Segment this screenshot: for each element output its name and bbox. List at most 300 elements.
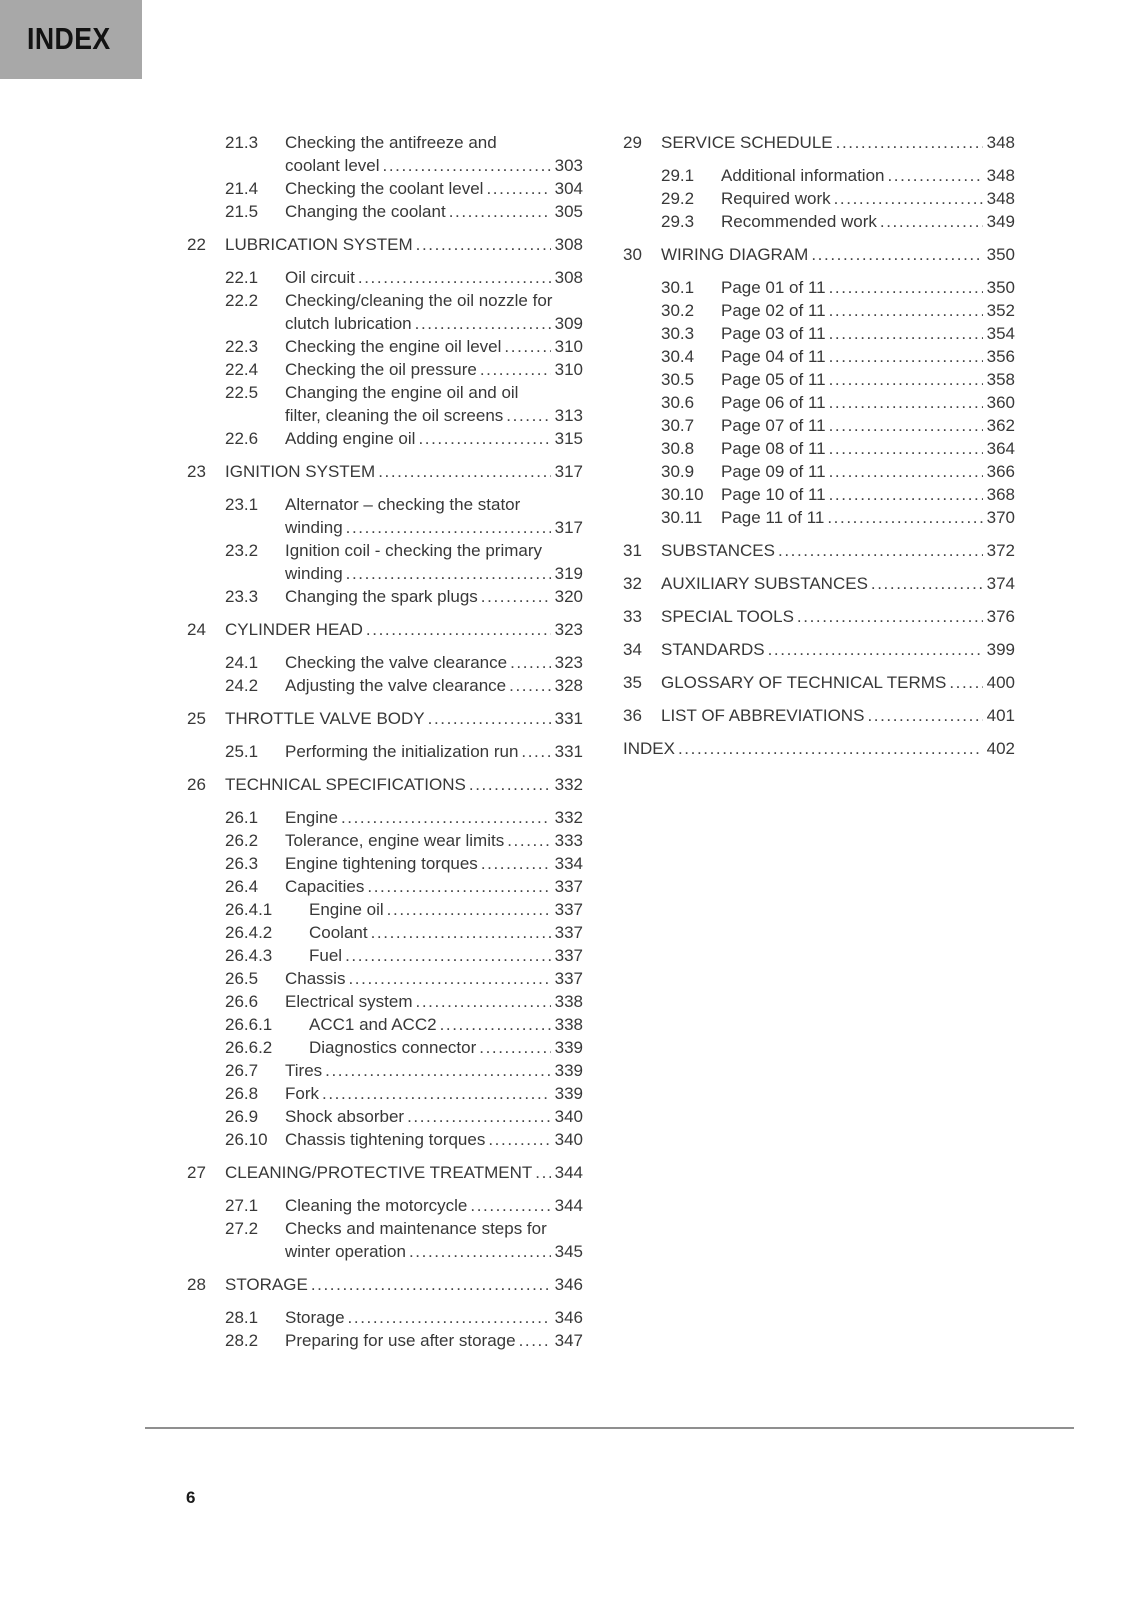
entry-number: 29.3 bbox=[661, 212, 695, 231]
entry-number: 26.1 bbox=[225, 808, 259, 827]
entry-last-line bbox=[285, 427, 583, 450]
entry-content bbox=[225, 707, 583, 730]
entry-last-line bbox=[285, 358, 583, 381]
toc-entry bbox=[187, 806, 583, 829]
entry-content bbox=[285, 289, 583, 335]
entry-last-line bbox=[721, 164, 1015, 187]
entry-content bbox=[285, 335, 583, 358]
entry-content bbox=[721, 483, 1015, 506]
entry-content bbox=[721, 414, 1015, 437]
entry-title: Fork bbox=[285, 1084, 319, 1103]
entry-page: 372 bbox=[986, 541, 1015, 560]
dot-leader bbox=[827, 506, 982, 529]
entry-page: 323 bbox=[554, 620, 583, 639]
toc-entry bbox=[187, 131, 583, 177]
dot-leader bbox=[507, 829, 550, 852]
entry-content bbox=[285, 1194, 583, 1217]
dot-leader bbox=[829, 483, 983, 506]
entry-title: ACC1 and ACC2 bbox=[309, 1015, 437, 1034]
entry-page: 305 bbox=[554, 202, 583, 221]
entry-page: 350 bbox=[986, 245, 1015, 264]
entry-last-line bbox=[721, 414, 1015, 437]
entry-content bbox=[285, 358, 583, 381]
toc-entry bbox=[623, 299, 1015, 322]
entry-title: Fuel bbox=[309, 946, 343, 965]
entry-number: 21.5 bbox=[225, 202, 259, 221]
entry-page: 358 bbox=[986, 370, 1015, 389]
toc-entry bbox=[187, 1306, 583, 1329]
entry-content bbox=[661, 605, 1015, 628]
dot-leader bbox=[829, 276, 983, 299]
entry-last-line bbox=[285, 1240, 583, 1263]
entry-page: 401 bbox=[986, 706, 1015, 725]
entry-title: Required work bbox=[721, 189, 831, 208]
entry-title: Engine bbox=[285, 808, 338, 827]
dot-leader bbox=[811, 243, 982, 266]
entry-number: 27.2 bbox=[225, 1219, 259, 1238]
entry-number: 26.2 bbox=[225, 831, 259, 850]
toc-entry bbox=[187, 493, 583, 539]
entry-title: CYLINDER HEAD bbox=[225, 620, 363, 639]
dot-leader bbox=[367, 875, 550, 898]
entry-page: 347 bbox=[554, 1331, 583, 1350]
entry-number: 27 bbox=[187, 1163, 206, 1182]
dot-leader bbox=[521, 740, 550, 763]
entry-content bbox=[225, 233, 583, 256]
entry-title: INDEX bbox=[623, 739, 675, 758]
entry-content bbox=[721, 276, 1015, 299]
entry-title: STORAGE bbox=[225, 1275, 308, 1294]
entry-page: 320 bbox=[554, 587, 583, 606]
entry-title-line: Alternator – checking the stator bbox=[285, 495, 521, 514]
entry-title: Page 08 of 11 bbox=[721, 439, 826, 458]
entry-number: 23.2 bbox=[225, 541, 259, 560]
dot-leader bbox=[778, 539, 983, 562]
entry-page: 303 bbox=[554, 156, 583, 175]
entry-last-line bbox=[285, 585, 583, 608]
entry-number: 23 bbox=[187, 462, 206, 481]
entry-content bbox=[285, 1128, 583, 1151]
toc-section bbox=[623, 605, 1015, 628]
entry-number: 22.2 bbox=[225, 291, 259, 310]
entry-content bbox=[285, 427, 583, 450]
entry-content bbox=[309, 1036, 583, 1059]
dot-leader bbox=[829, 368, 983, 391]
entry-last-line bbox=[661, 539, 1015, 562]
toc-entry bbox=[623, 460, 1015, 483]
dot-leader bbox=[509, 674, 550, 697]
entry-title: winter operation bbox=[285, 1242, 406, 1261]
entry-number: 31 bbox=[623, 541, 642, 560]
entry-title: SPECIAL TOOLS bbox=[661, 607, 794, 626]
entry-page: 310 bbox=[554, 360, 583, 379]
entry-content bbox=[285, 200, 583, 223]
entry-number: 30.9 bbox=[661, 462, 695, 481]
entry-page: 332 bbox=[554, 808, 583, 827]
entry-last-line bbox=[309, 944, 583, 967]
dot-leader bbox=[311, 1273, 551, 1296]
entry-content bbox=[285, 266, 583, 289]
entry-last-line bbox=[225, 460, 583, 483]
entry-page: 337 bbox=[554, 969, 583, 988]
entry-content bbox=[285, 381, 583, 427]
entry-last-line bbox=[285, 674, 583, 697]
toc-entry bbox=[187, 358, 583, 381]
dot-leader bbox=[678, 737, 983, 760]
entry-title: IGNITION SYSTEM bbox=[225, 462, 376, 481]
entry-number: 23.1 bbox=[225, 495, 259, 514]
entry-content bbox=[285, 1306, 583, 1329]
entry-page: 374 bbox=[986, 574, 1015, 593]
entry-title: Chassis bbox=[285, 969, 346, 988]
entry-last-line bbox=[721, 299, 1015, 322]
entry-last-line bbox=[285, 651, 583, 674]
entry-title: SERVICE SCHEDULE bbox=[661, 133, 833, 152]
entry-page: 400 bbox=[986, 673, 1015, 692]
toc-entry bbox=[623, 368, 1015, 391]
toc-column-right bbox=[623, 131, 1015, 770]
toc-entry bbox=[187, 967, 583, 990]
entry-page: 331 bbox=[554, 742, 583, 761]
entry-content bbox=[661, 704, 1015, 727]
entry-page: 333 bbox=[554, 831, 583, 850]
entry-page: 345 bbox=[554, 1242, 583, 1261]
dot-leader bbox=[348, 1306, 551, 1329]
dot-leader bbox=[880, 210, 983, 233]
toc-entry bbox=[623, 483, 1015, 506]
entry-content bbox=[661, 572, 1015, 595]
entry-content bbox=[285, 990, 583, 1013]
entry-title-line: Changing the engine oil and oil bbox=[285, 383, 519, 402]
toc-entry bbox=[623, 210, 1015, 233]
entry-title: Page 04 of 11 bbox=[721, 347, 826, 366]
entry-page: 308 bbox=[554, 235, 583, 254]
entry-title: Tires bbox=[285, 1061, 323, 1080]
entry-number: 26.4.3 bbox=[225, 946, 273, 965]
entry-page: 346 bbox=[554, 1275, 583, 1294]
entry-last-line bbox=[309, 898, 583, 921]
entry-content bbox=[285, 131, 583, 177]
entry-page: 360 bbox=[986, 393, 1015, 412]
entry-content bbox=[285, 1105, 583, 1128]
entry-number: 26.6 bbox=[225, 992, 259, 1011]
toc-section bbox=[187, 233, 583, 256]
entry-number: 22.1 bbox=[225, 268, 259, 287]
dot-leader bbox=[383, 154, 551, 177]
entry-content bbox=[721, 368, 1015, 391]
entry-content bbox=[225, 460, 583, 483]
entry-number: 30.4 bbox=[661, 347, 695, 366]
entry-page: 339 bbox=[554, 1061, 583, 1080]
entry-number: 28.1 bbox=[225, 1308, 259, 1327]
entry-title: Recommended work bbox=[721, 212, 877, 231]
entry-page: 323 bbox=[554, 653, 583, 672]
entry-title: Page 09 of 11 bbox=[721, 462, 826, 481]
dot-leader bbox=[387, 898, 551, 921]
entry-title: CLEANING/PROTECTIVE TREATMENT bbox=[225, 1163, 533, 1182]
toc-section bbox=[623, 131, 1015, 154]
toc-entry bbox=[623, 322, 1015, 345]
toc-entry bbox=[187, 289, 583, 335]
entry-page: 346 bbox=[554, 1308, 583, 1327]
dot-leader bbox=[348, 967, 550, 990]
entry-content bbox=[285, 539, 583, 585]
entry-last-line bbox=[285, 404, 583, 427]
dot-leader bbox=[829, 322, 983, 345]
toc-section bbox=[623, 704, 1015, 727]
entry-title: Capacities bbox=[285, 877, 365, 896]
entry-title: Additional information bbox=[721, 166, 885, 185]
entry-page: 317 bbox=[554, 518, 583, 537]
entry-content bbox=[721, 299, 1015, 322]
entry-page: 340 bbox=[554, 1130, 583, 1149]
entry-title-line: Checking the antifreeze and bbox=[285, 133, 497, 152]
toc-entry bbox=[187, 990, 583, 1013]
entry-content bbox=[285, 177, 583, 200]
entry-page: 348 bbox=[986, 189, 1015, 208]
dot-leader bbox=[409, 1240, 551, 1263]
index-tab bbox=[0, 0, 142, 79]
entry-page: 308 bbox=[554, 268, 583, 287]
entry-title: Checking the coolant level bbox=[285, 179, 484, 198]
dot-leader bbox=[887, 164, 982, 187]
entry-title: TECHNICAL SPECIFICATIONS bbox=[225, 775, 466, 794]
entry-content bbox=[225, 773, 583, 796]
entry-number: 27.1 bbox=[225, 1196, 259, 1215]
dot-leader bbox=[371, 921, 551, 944]
toc-entry bbox=[187, 1082, 583, 1105]
entry-last-line bbox=[285, 154, 583, 177]
entry-page: 332 bbox=[554, 775, 583, 794]
entry-last-line bbox=[661, 131, 1015, 154]
entry-number: 26.7 bbox=[225, 1061, 259, 1080]
dot-leader bbox=[479, 1036, 550, 1059]
dot-leader bbox=[470, 1194, 550, 1217]
entry-page: 337 bbox=[554, 946, 583, 965]
entry-number: 28.2 bbox=[225, 1331, 259, 1350]
entry-content bbox=[721, 164, 1015, 187]
entry-last-line bbox=[285, 1194, 583, 1217]
entry-last-line bbox=[309, 1036, 583, 1059]
entry-title: Checking the valve clearance bbox=[285, 653, 508, 672]
entry-last-line bbox=[285, 852, 583, 875]
dot-leader bbox=[415, 312, 551, 335]
entry-content bbox=[661, 131, 1015, 154]
toc-entry bbox=[187, 1059, 583, 1082]
dot-leader bbox=[480, 358, 551, 381]
toc-entry bbox=[623, 345, 1015, 368]
entry-number: 30.11 bbox=[661, 508, 703, 527]
entry-page: 362 bbox=[986, 416, 1015, 435]
entry-number: 26.5 bbox=[225, 969, 259, 988]
entry-last-line bbox=[225, 707, 583, 730]
dot-leader bbox=[481, 852, 551, 875]
entry-number: 26.9 bbox=[225, 1107, 259, 1126]
entry-content bbox=[285, 493, 583, 539]
toc-entry bbox=[187, 740, 583, 763]
entry-number: 25.1 bbox=[225, 742, 259, 761]
toc-entry bbox=[623, 506, 1015, 529]
dot-leader bbox=[407, 1105, 551, 1128]
entry-number: 30.10 bbox=[661, 485, 704, 504]
entry-last-line bbox=[285, 312, 583, 335]
entry-last-line bbox=[309, 921, 583, 944]
entry-number: 22.5 bbox=[225, 383, 259, 402]
entry-last-line bbox=[661, 243, 1015, 266]
dot-leader bbox=[469, 773, 551, 796]
toc-section bbox=[187, 773, 583, 796]
entry-title: Preparing for use after storage bbox=[285, 1331, 516, 1350]
entry-number: 26.8 bbox=[225, 1084, 259, 1103]
entry-title: Performing the initialization run bbox=[285, 742, 519, 761]
dot-leader bbox=[325, 1059, 550, 1082]
dot-leader bbox=[440, 1013, 551, 1036]
dot-leader bbox=[510, 651, 551, 674]
entry-last-line bbox=[721, 437, 1015, 460]
entry-number: 22.3 bbox=[225, 337, 259, 356]
entry-last-line bbox=[721, 276, 1015, 299]
toc-section bbox=[187, 707, 583, 730]
page-title: INDEX bbox=[27, 21, 111, 56]
entry-content bbox=[285, 674, 583, 697]
entry-last-line bbox=[721, 187, 1015, 210]
entry-last-line bbox=[661, 638, 1015, 661]
entry-content bbox=[285, 1059, 583, 1082]
entry-number: 25 bbox=[187, 709, 206, 728]
entry-title: winding bbox=[285, 564, 343, 583]
entry-page: 338 bbox=[554, 1015, 583, 1034]
dot-leader bbox=[797, 605, 983, 628]
toc-section bbox=[187, 460, 583, 483]
entry-last-line bbox=[661, 605, 1015, 628]
entry-page: 344 bbox=[554, 1163, 583, 1182]
toc-entry bbox=[187, 1329, 583, 1352]
entry-last-line bbox=[661, 671, 1015, 694]
entry-number: 24.1 bbox=[225, 653, 259, 672]
entry-last-line bbox=[721, 460, 1015, 483]
toc-entry bbox=[187, 944, 583, 967]
entry-last-line bbox=[225, 233, 583, 256]
toc-entry bbox=[187, 585, 583, 608]
entry-number: 35 bbox=[623, 673, 642, 692]
entry-content bbox=[309, 944, 583, 967]
entry-content bbox=[285, 806, 583, 829]
entry-number: 26.4 bbox=[225, 877, 259, 896]
entry-number: 30.3 bbox=[661, 324, 695, 343]
entry-title: LIST OF ABBREVIATIONS bbox=[661, 706, 865, 725]
entry-last-line bbox=[225, 618, 583, 641]
entry-page: 364 bbox=[986, 439, 1015, 458]
entry-title-line: Checking/cleaning the oil nozzle for bbox=[285, 291, 553, 310]
entry-last-line bbox=[285, 967, 583, 990]
entry-page: 315 bbox=[554, 429, 583, 448]
entry-last-line bbox=[285, 1105, 583, 1128]
toc-entry bbox=[187, 1217, 583, 1263]
entry-title: Page 03 of 11 bbox=[721, 324, 826, 343]
entry-page: 331 bbox=[554, 709, 583, 728]
entry-last-line bbox=[285, 990, 583, 1013]
entry-page: 340 bbox=[554, 1107, 583, 1126]
entry-number: 24 bbox=[187, 620, 206, 639]
entry-last-line bbox=[285, 1128, 583, 1151]
entry-last-line bbox=[285, 335, 583, 358]
dot-leader bbox=[366, 618, 551, 641]
entry-last-line bbox=[285, 806, 583, 829]
entry-content bbox=[309, 898, 583, 921]
entry-content bbox=[285, 967, 583, 990]
dot-leader bbox=[829, 345, 983, 368]
entry-title: Page 01 of 11 bbox=[721, 278, 826, 297]
toc-section bbox=[187, 1273, 583, 1296]
dot-leader bbox=[535, 1161, 550, 1184]
entry-content bbox=[721, 322, 1015, 345]
dot-leader bbox=[829, 299, 983, 322]
entry-content bbox=[285, 740, 583, 763]
entry-title-line: Ignition coil - checking the primary bbox=[285, 541, 543, 560]
entry-page: 337 bbox=[554, 900, 583, 919]
toc-section bbox=[187, 618, 583, 641]
entry-number: 22.6 bbox=[225, 429, 259, 448]
entry-title: Page 06 of 11 bbox=[721, 393, 826, 412]
dot-leader bbox=[358, 266, 551, 289]
entry-number: 26.4.1 bbox=[225, 900, 273, 919]
entry-content bbox=[285, 585, 583, 608]
toc-entry bbox=[187, 1013, 583, 1036]
dot-leader bbox=[486, 177, 550, 200]
entry-title: GLOSSARY OF TECHNICAL TERMS bbox=[661, 673, 947, 692]
dot-leader bbox=[829, 391, 983, 414]
toc-entry bbox=[187, 852, 583, 875]
toc-entry bbox=[187, 898, 583, 921]
entry-page: 376 bbox=[986, 607, 1015, 626]
toc-entry bbox=[187, 539, 583, 585]
entry-page: 348 bbox=[986, 133, 1015, 152]
entry-number: 30.8 bbox=[661, 439, 695, 458]
entry-last-line bbox=[285, 562, 583, 585]
toc-entry bbox=[187, 1194, 583, 1217]
toc-entry bbox=[187, 829, 583, 852]
toc-entry bbox=[187, 921, 583, 944]
entry-content bbox=[285, 852, 583, 875]
dot-leader bbox=[341, 806, 551, 829]
entry-content bbox=[309, 921, 583, 944]
toc-entry bbox=[623, 276, 1015, 299]
entry-title: STANDARDS bbox=[661, 640, 765, 659]
entry-title: Cleaning the motorcycle bbox=[285, 1196, 468, 1215]
dot-leader bbox=[829, 414, 983, 437]
entry-content bbox=[285, 829, 583, 852]
dot-leader bbox=[418, 427, 550, 450]
entry-last-line bbox=[285, 516, 583, 539]
toc-entry bbox=[187, 1105, 583, 1128]
entry-title: LUBRICATION SYSTEM bbox=[225, 235, 413, 254]
entry-title: filter, cleaning the oil screens bbox=[285, 406, 504, 425]
entry-title: SUBSTANCES bbox=[661, 541, 775, 560]
toc-entry bbox=[187, 266, 583, 289]
entry-last-line bbox=[285, 266, 583, 289]
toc-section bbox=[187, 1161, 583, 1184]
entry-last-line bbox=[661, 572, 1015, 595]
entry-content bbox=[661, 671, 1015, 694]
entry-page: 368 bbox=[986, 485, 1015, 504]
entry-number: 29.2 bbox=[661, 189, 695, 208]
entry-content bbox=[225, 1273, 583, 1296]
entry-page: 337 bbox=[554, 923, 583, 942]
entry-title: Checking the engine oil level bbox=[285, 337, 502, 356]
dot-leader bbox=[416, 233, 551, 256]
entry-last-line bbox=[721, 210, 1015, 233]
dot-leader bbox=[506, 404, 550, 427]
